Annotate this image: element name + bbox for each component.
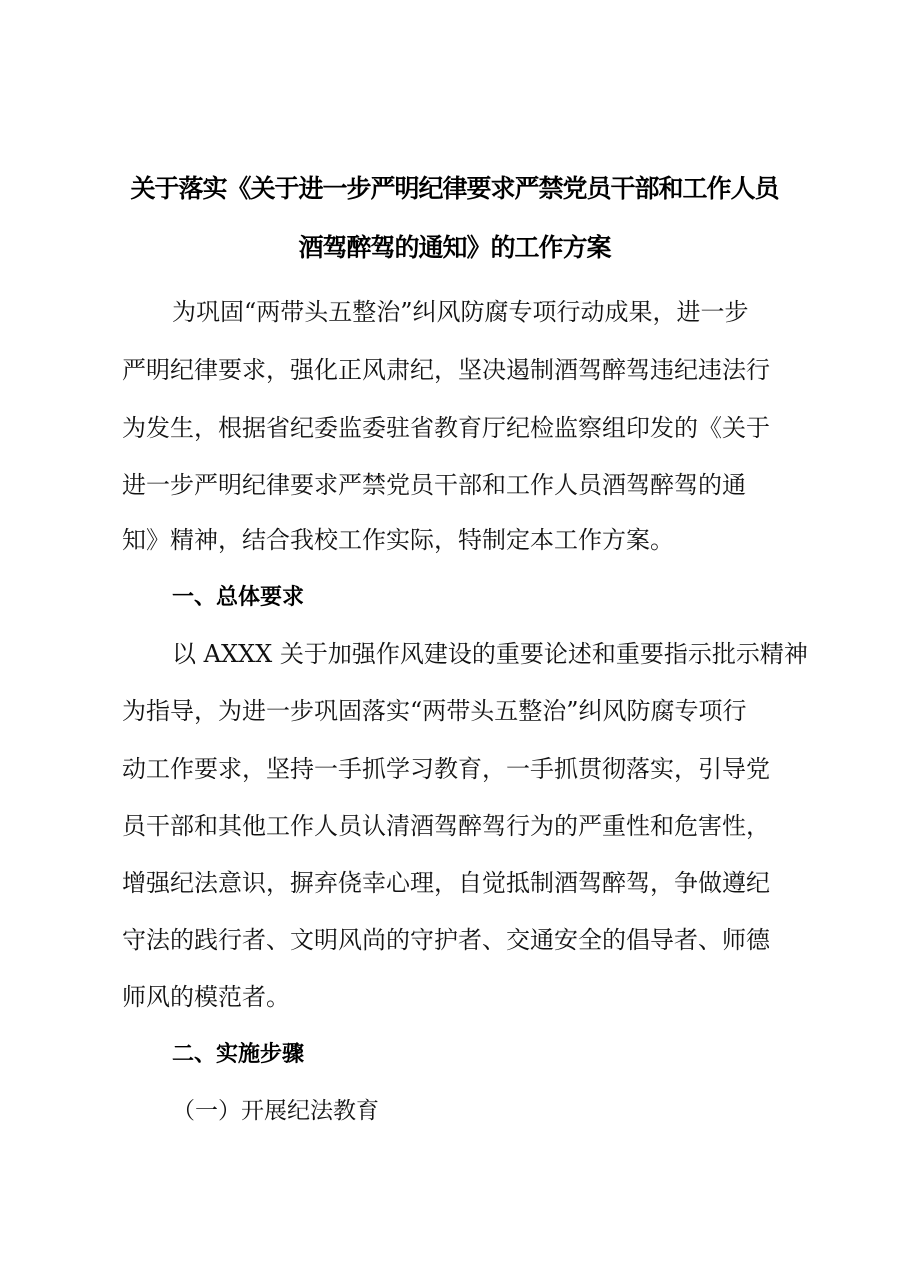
section-2-heading: 二、实施步骤 bbox=[172, 1042, 305, 1067]
document-title-line-2: 酒驾醉驾的通知》的工作方案 bbox=[298, 233, 611, 262]
section-1-paragraph-line: 以 AXXX 关于加强作风建设的重要论述和重要指示批示精神 bbox=[172, 640, 808, 668]
section-1-paragraph-line: 员干部和其他工作人员认清酒驾醉驾行为的严重性和危害性， bbox=[122, 812, 770, 840]
section-1-paragraph-line: 为指导，为进一步巩固落实“两带头五整治”纠风防腐专项行 bbox=[122, 697, 747, 725]
intro-paragraph-line: 严明纪律要求，强化正风肃纪，坚决遏制酒驾醉驾违纪违法行 bbox=[122, 356, 770, 384]
section-1-paragraph-line: 守法的践行者、文明风尚的守护者、交通安全的倡导者、师德 bbox=[122, 926, 770, 954]
section-1-paragraph-line: 动工作要求，坚持一手抓学习教育，一手抓贯彻落实，引导党 bbox=[122, 755, 770, 783]
intro-paragraph-line: 为发生，根据省纪委监委驻省教育厅纪检监察组印发的《关于 bbox=[122, 414, 770, 442]
section-1-heading: 一、总体要求 bbox=[172, 585, 305, 610]
section-1-paragraph-line: 师风的模范者。 bbox=[122, 983, 290, 1011]
intro-paragraph-line: 知》精神，结合我校工作实际，特制定本工作方案。 bbox=[122, 526, 674, 554]
intro-paragraph-line: 进一步严明纪律要求严禁党员干部和工作人员酒驾醉驾的通 bbox=[122, 471, 746, 499]
intro-paragraph-line: 为巩固“两带头五整治”纠风防腐专项行动成果，进一步 bbox=[172, 298, 749, 326]
document-title-line-1: 关于落实《关于进一步严明纪律要求严禁党员干部和工作人员 bbox=[130, 174, 779, 203]
section-2-subheading-1: （一）开展纪法教育 bbox=[172, 1098, 379, 1124]
section-1-paragraph-line: 增强纪法意识，摒弃侥幸心理，自觉抵制酒驾醉驾，争做遵纪 bbox=[122, 869, 770, 897]
